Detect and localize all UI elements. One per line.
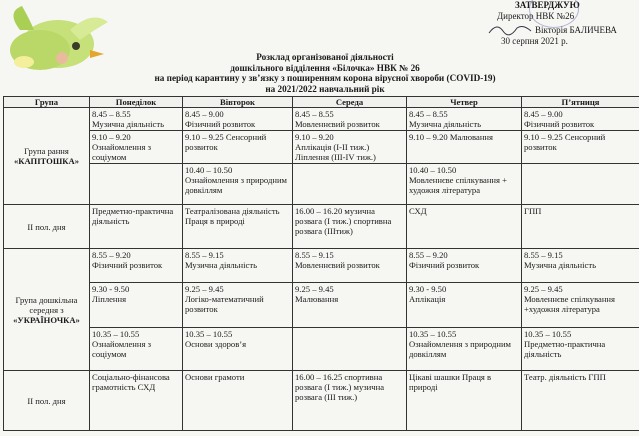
schedule-cell: 10.40 – 10.50 Мовленнєве спілкування + художня література <box>407 164 522 205</box>
schedule-cell: 8.55 – 9.20 Фізичний розвиток <box>90 249 183 283</box>
schedule-cell <box>293 328 407 371</box>
approval-heading: ЗАТВЕРДЖУЮ <box>515 0 580 10</box>
title-line-3: на період карантину у зв’язку з поширенням корона вірусної хвороби (COVID-19) <box>154 73 496 84</box>
header-friday: П’ятниця <box>522 97 639 108</box>
header-group: Група <box>4 97 90 108</box>
group-title: «КАПІТОШКА» <box>13 156 80 166</box>
bird-illustration <box>0 0 112 80</box>
schedule-cell: 16.00 – 16.20 музична розвага (І тиж.) спортивна розвага (ІІІтиж) <box>293 205 407 249</box>
table-row <box>4 283 639 328</box>
schedule-cell: Предметно-практична діяльність <box>90 205 183 249</box>
schedule-cell <box>293 164 407 205</box>
table-row <box>4 205 639 249</box>
title-line-1: Розклад організованої діяльності <box>256 52 394 62</box>
approval-date: 30 серпня 2021 р. <box>501 36 568 46</box>
header-tuesday: Вівторок <box>183 97 293 108</box>
table-row <box>4 108 639 131</box>
signature <box>487 22 535 36</box>
schedule-cell: 8.55 – 9.15 Музична діяльність <box>522 249 639 283</box>
schedule-cell: СХД <box>407 205 522 249</box>
schedule-cell: 10.40 – 10.50 Ознайомлення з природним довкіллям <box>183 164 293 205</box>
header-row <box>4 97 639 108</box>
schedule-cell: 9.25 – 9.45 Мовленнєве спілкування +художня література <box>522 283 639 328</box>
schedule-cell: 9.10 – 9.25 Сенсорний розвиток <box>522 131 639 164</box>
schedule-cell: 9.10 – 9.20 Малювання <box>407 131 522 164</box>
schedule-cell: Театралізована діяльність Праця в природі <box>183 205 293 249</box>
group-name-cell <box>4 108 90 205</box>
header-wednesday: Середа <box>293 97 407 108</box>
schedule-cell: Театр. діяльність ГПП <box>522 371 639 431</box>
table-row <box>4 249 639 283</box>
afternoon-label: ІІ пол. дня <box>4 205 90 249</box>
schedule-cell: 8.45 – 9.00 Фізичний розвиток <box>522 108 639 131</box>
table-row <box>4 131 639 164</box>
schedule-cell: 8.55 – 9.20 Фізичний розвиток <box>407 249 522 283</box>
schedule-cell: 9.10 – 9.20 Ознайомлення з соціумом <box>90 131 183 164</box>
approval-position: Директор НВК №26 <box>497 11 575 21</box>
document-title <box>110 52 540 94</box>
schedule-cell: 8.45 – 9.00 Фізичний розвиток <box>183 108 293 131</box>
schedule-cell: 9.25 – 9.45 Логіко-математичний розвиток <box>183 283 293 328</box>
group-name-cell <box>4 249 90 371</box>
schedule-cell: 10.35 – 10.55 Предметно-практична діяльність <box>522 328 639 371</box>
schedule-cell: 9.30 - 9.50 Аплікація <box>407 283 522 328</box>
group-title: «УКРАЇНОЧКА» <box>13 314 80 325</box>
group-name: Група дошкільна середня з <box>15 294 78 315</box>
header-monday: Понеділок <box>90 97 183 108</box>
schedule-cell: Соціально-фінансова грамотність СХД <box>90 371 183 431</box>
schedule-cell: 8.55 – 9.15 Мовленнєвий розвиток <box>293 249 407 283</box>
schedule-table <box>3 96 639 431</box>
table-row <box>4 328 639 371</box>
schedule-cell: ГПП <box>522 205 639 249</box>
schedule-cell: 9.10 – 9.20 Аплікація (І-ІІ тиж.) Ліплення (ІІІ-IV тиж.) <box>293 131 407 164</box>
schedule-cell: 10.35 – 10.55 Ознайомлення з соціумом <box>90 328 183 371</box>
approval-name: Вікторія БАЛИЧЕВА <box>535 25 617 35</box>
schedule-cell <box>90 164 183 205</box>
schedule-cell: Цікаві шашки Праця в природі <box>407 371 522 431</box>
table-row <box>4 371 639 431</box>
schedule-cell: 10.35 – 10.55 Ознайомлення з природним довкіллям <box>407 328 522 371</box>
schedule-cell: 8.45 – 8.55 Музична діяльність <box>407 108 522 131</box>
schedule-cell: 8.45 – 8.55 Мовленнєвий розвиток <box>293 108 407 131</box>
schedule-cell: 8.45 – 8.55 Музична діяльність <box>90 108 183 131</box>
schedule-cell: 10.35 – 10.55 Основи здоров’я <box>183 328 293 371</box>
schedule-cell: 9.10 – 9.25 Сенсорний розвиток <box>183 131 293 164</box>
approval-block <box>469 0 639 47</box>
schedule-cell <box>522 164 639 205</box>
schedule-cell: 16.00 – 16.25 спортивна розвага (І тиж.) музична розвага (ІІІ тиж.) <box>293 371 407 431</box>
table-row <box>4 164 639 205</box>
group-name: Група рання <box>24 146 69 156</box>
afternoon-label: ІІ пол. дня <box>4 371 90 431</box>
schedule-cell: 8.55 – 9.15 Музична діяльність <box>183 249 293 283</box>
title-line-4: на 2021/2022 навчальний рік <box>265 83 385 94</box>
schedule-cell: 9.30 - 9.50 Ліплення <box>90 283 183 328</box>
header-thursday: Четвер <box>407 97 522 108</box>
schedule-cell: 9.25 – 9.45 Малювання <box>293 283 407 328</box>
title-line-2: дошкільного відділення «Білочка» НВК № 26 <box>230 62 420 73</box>
schedule-cell: Основи грамоти <box>183 371 293 431</box>
